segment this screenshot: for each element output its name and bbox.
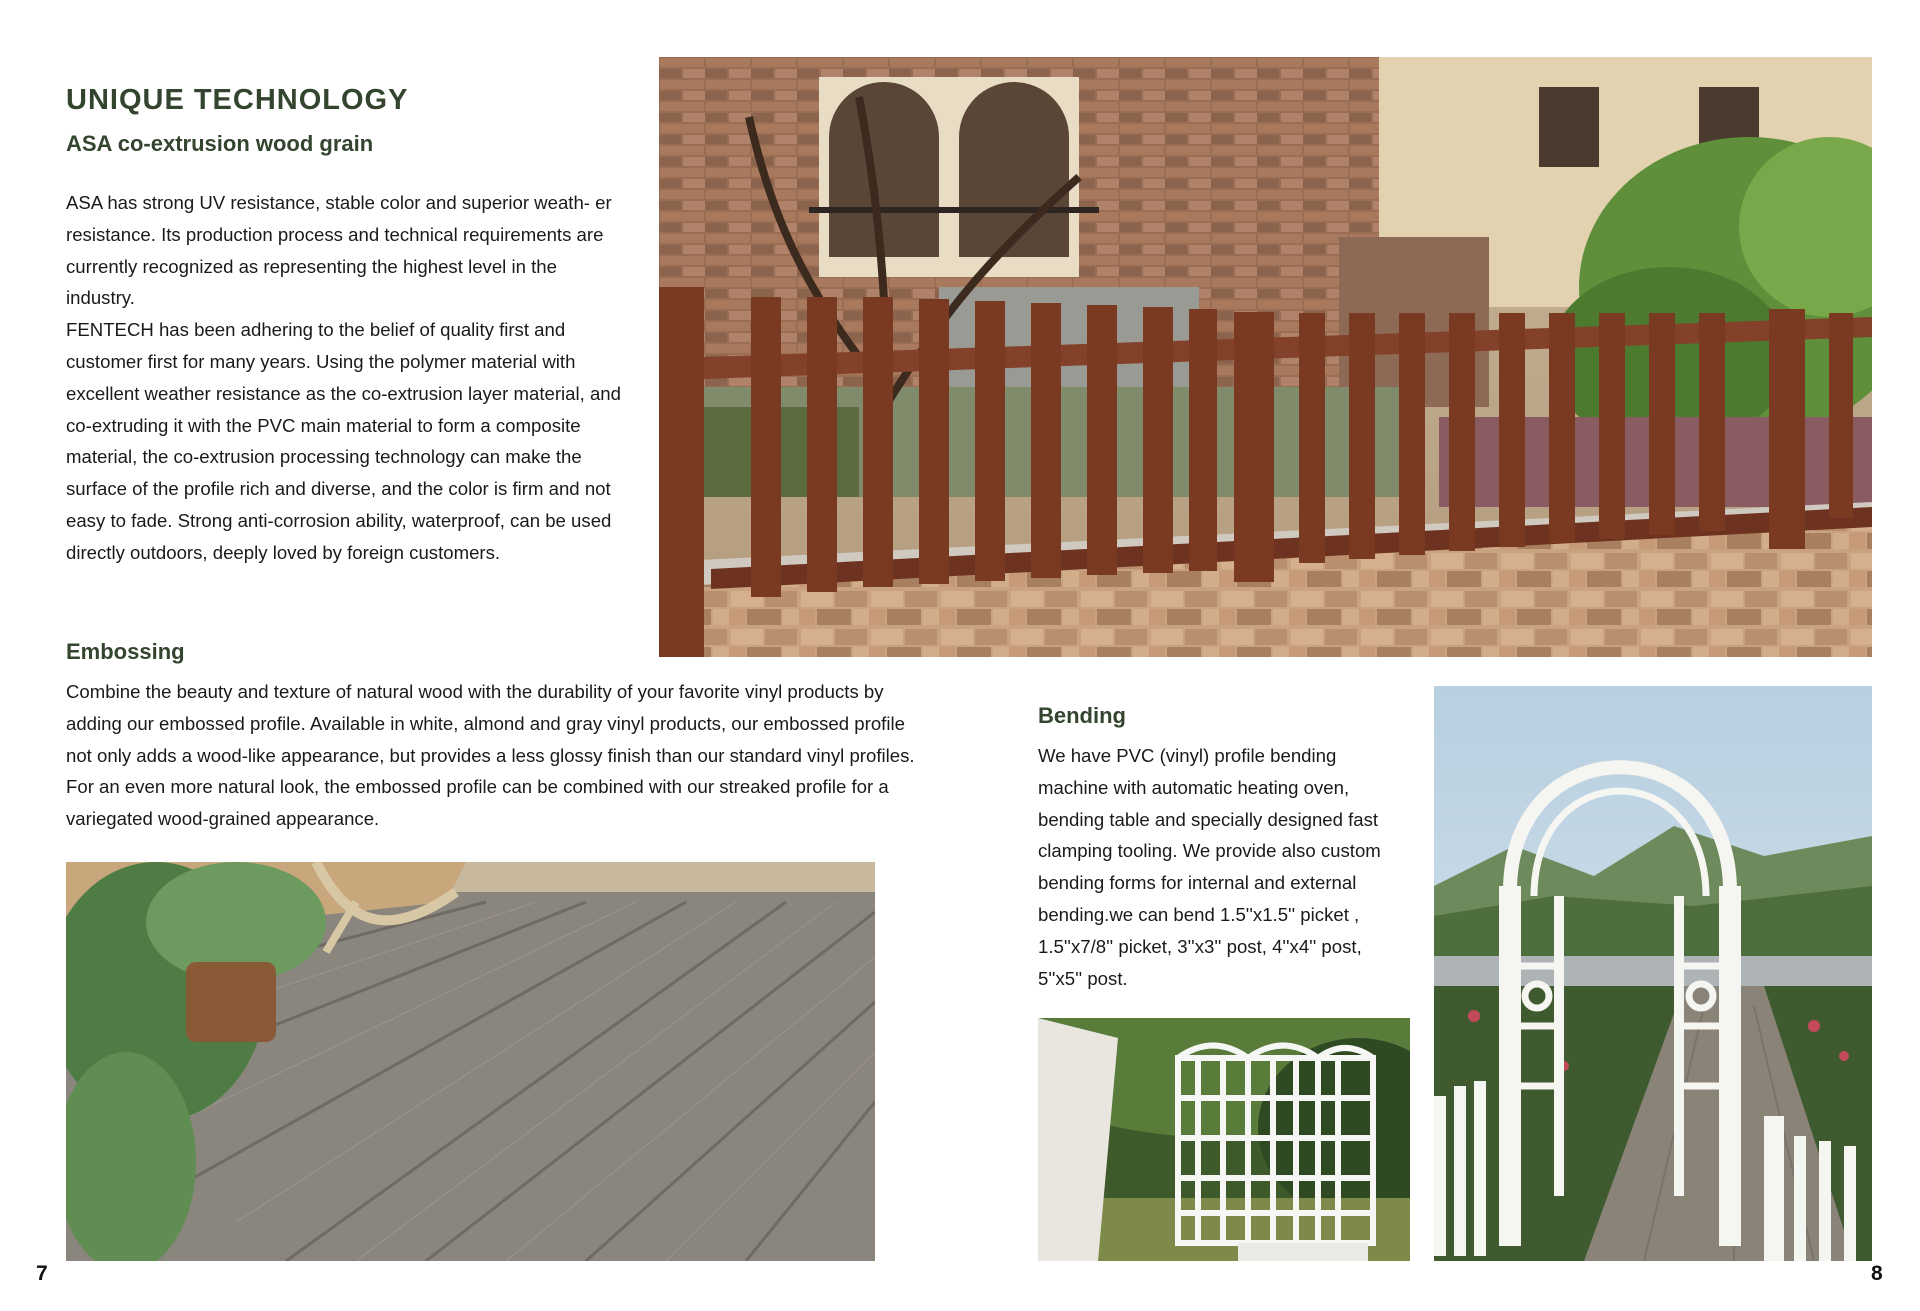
page-number-right: 8 xyxy=(1871,1262,1883,1285)
asa-description xyxy=(66,187,621,569)
embossing-heading: Embossing xyxy=(66,639,185,664)
arbor-photo xyxy=(1434,686,1872,1261)
asa-paragraph-2: FENTECH has been adhering to the belief of quality first and customer first for many years. Using the polymer material with excellent weather resistance as the co-extrusion layer material, and co-extruding it with the PVC main material to form a composite material, the co-extrusion processing technology can make the surface of the profile rich and diverse, and the color is firm and not easy to fade. Strong anti-corrosion ability, waterproof, can be used directly outdoors, deeply loved by foreign customers. xyxy=(66,319,621,563)
wood-fence-photo xyxy=(659,57,1872,657)
trellis-photo xyxy=(1038,1018,1410,1261)
bending-heading: Bending xyxy=(1038,703,1126,728)
embossed-deck-photo xyxy=(66,862,875,1261)
section-subtitle-asa: ASA co-extrusion wood grain xyxy=(66,131,374,156)
embossing-text: Combine the beauty and texture of natural wood with the durability of your favorite vinyl products by adding our embossed profile. Available in white, almond and gray vinyl products, our embossed profile not only adds a wood-like appearance, but provides a less glossy finish than our standard vinyl profiles. For an even more natural look, the embossed profile can be combined with our streaked profile for a variegated wood-grained appearance. xyxy=(66,681,915,830)
asa-paragraph-1: ASA has strong UV resistance, stable color and superior weath- er resistance. Its production process and technical requirements are currently recognized as representing the highest level in the industry. xyxy=(66,192,612,309)
page-title: UNIQUE TECHNOLOGY xyxy=(66,84,409,116)
bending-text: We have PVC (vinyl) profile bending machine with automatic heating oven, bending table and specially designed fast clamping tooling. We provide also custom bending forms for internal and external bending.we can bend 1.5''x1.5'' picket , 1.5''x7/8'' picket, 3''x3'' post, 4''x4'' post, 5''x5'' post. xyxy=(1038,745,1381,989)
page-number-left: 7 xyxy=(36,1262,48,1285)
